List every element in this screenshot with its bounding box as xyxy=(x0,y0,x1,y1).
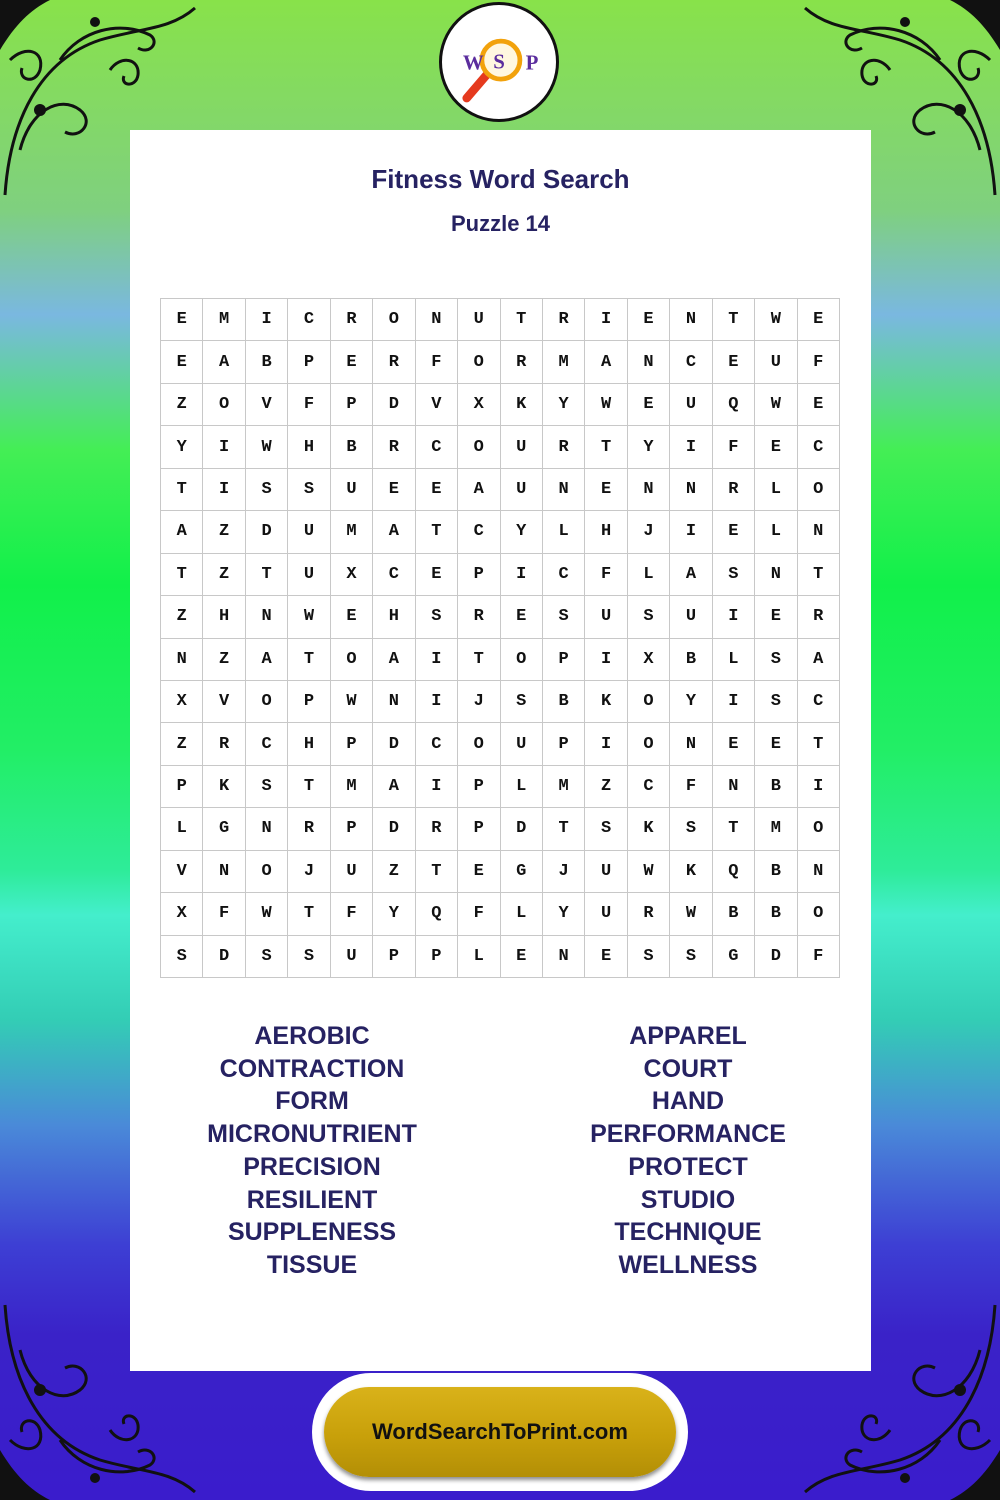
grid-cell[interactable]: D xyxy=(373,384,415,426)
grid-cell[interactable]: T xyxy=(161,554,203,596)
grid-cell[interactable]: M xyxy=(543,341,585,383)
grid-cell[interactable]: X xyxy=(161,681,203,723)
grid-cell[interactable]: A xyxy=(246,639,288,681)
grid-cell[interactable]: U xyxy=(670,384,712,426)
grid-cell[interactable]: O xyxy=(628,723,670,765)
grid-cell[interactable]: U xyxy=(331,851,373,893)
grid-cell[interactable]: X xyxy=(458,384,500,426)
grid-cell[interactable]: V xyxy=(246,384,288,426)
grid-cell[interactable]: R xyxy=(288,808,330,850)
grid-cell[interactable]: F xyxy=(203,893,245,935)
word-item: TECHNIQUE xyxy=(614,1218,762,1247)
grid-cell[interactable]: O xyxy=(798,893,840,935)
grid-cell[interactable]: O xyxy=(628,681,670,723)
grid-cell[interactable]: T xyxy=(161,469,203,511)
grid-cell[interactable]: N xyxy=(246,596,288,638)
grid-cell[interactable]: M xyxy=(331,511,373,553)
grid-cell[interactable]: E xyxy=(628,299,670,341)
grid-cell[interactable]: H xyxy=(203,596,245,638)
grid-cell[interactable]: U xyxy=(501,469,543,511)
grid-cell[interactable]: E xyxy=(628,384,670,426)
grid-cell[interactable]: E xyxy=(585,936,627,978)
grid-cell[interactable]: T xyxy=(288,639,330,681)
grid-cell[interactable]: A xyxy=(373,639,415,681)
grid-cell[interactable]: N xyxy=(798,511,840,553)
grid-cell[interactable]: J xyxy=(628,511,670,553)
grid-cell[interactable]: P xyxy=(458,808,500,850)
grid-cell[interactable]: U xyxy=(501,426,543,468)
grid-cell[interactable]: W xyxy=(246,426,288,468)
grid-cell[interactable]: D xyxy=(203,936,245,978)
grid-cell[interactable]: A xyxy=(203,341,245,383)
grid-cell[interactable]: T xyxy=(288,893,330,935)
word-item: MICRONUTRIENT xyxy=(207,1120,417,1149)
grid-cell[interactable]: S xyxy=(628,936,670,978)
grid-cell[interactable]: E xyxy=(755,723,797,765)
grid-cell[interactable]: C xyxy=(416,426,458,468)
grid-cell[interactable]: B xyxy=(755,766,797,808)
grid-cell[interactable]: L xyxy=(501,766,543,808)
grid-cell[interactable]: N xyxy=(670,723,712,765)
puzzle-title: Fitness Word Search xyxy=(371,164,630,194)
grid-cell[interactable]: O xyxy=(331,639,373,681)
letter-grid xyxy=(160,298,840,978)
grid-cell[interactable]: P xyxy=(543,639,585,681)
grid-cell[interactable]: R xyxy=(543,299,585,341)
grid-cell[interactable]: T xyxy=(713,808,755,850)
grid-cell[interactable]: S xyxy=(755,681,797,723)
grid-cell[interactable]: T xyxy=(246,554,288,596)
grid-cell[interactable]: T xyxy=(458,639,500,681)
grid-cell[interactable]: O xyxy=(246,851,288,893)
grid-cell[interactable]: S xyxy=(501,681,543,723)
grid-cell[interactable]: R xyxy=(331,299,373,341)
grid-cell[interactable]: E xyxy=(798,384,840,426)
grid-cell[interactable]: E xyxy=(331,596,373,638)
grid-cell[interactable]: E xyxy=(458,851,500,893)
grid-cell[interactable]: H xyxy=(288,723,330,765)
grid-cell[interactable]: Y xyxy=(628,426,670,468)
grid-cell[interactable]: D xyxy=(246,511,288,553)
grid-cell[interactable]: P xyxy=(458,554,500,596)
grid-cell[interactable]: I xyxy=(670,426,712,468)
grid-cell[interactable]: E xyxy=(161,299,203,341)
grid-cell[interactable]: J xyxy=(458,681,500,723)
grid-cell[interactable]: S xyxy=(246,469,288,511)
grid-cell[interactable]: Y xyxy=(373,893,415,935)
grid-cell[interactable]: L xyxy=(755,511,797,553)
word-item: AEROBIC xyxy=(254,1022,370,1050)
word-list-left xyxy=(142,1020,482,1282)
grid-cell[interactable]: T xyxy=(798,554,840,596)
grid-cell[interactable]: Y xyxy=(543,384,585,426)
grid-cell[interactable]: I xyxy=(501,554,543,596)
grid-cell[interactable]: K xyxy=(585,681,627,723)
grid-cell[interactable]: B xyxy=(755,851,797,893)
grid-cell[interactable]: G xyxy=(203,808,245,850)
word-item: TISSUE xyxy=(266,1250,358,1279)
grid-cell[interactable]: Z xyxy=(203,511,245,553)
grid-cell[interactable]: T xyxy=(543,808,585,850)
grid-cell[interactable]: O xyxy=(246,681,288,723)
grid-cell[interactable]: Z xyxy=(161,384,203,426)
grid-cell[interactable]: T xyxy=(798,723,840,765)
grid-cell[interactable]: A xyxy=(373,766,415,808)
grid-cell[interactable]: S xyxy=(288,469,330,511)
grid-cell[interactable]: N xyxy=(628,341,670,383)
grid-cell[interactable]: I xyxy=(416,766,458,808)
grid-cell[interactable]: V xyxy=(416,384,458,426)
grid-cell[interactable]: Z xyxy=(203,639,245,681)
grid-cell[interactable]: C xyxy=(416,723,458,765)
grid-cell[interactable]: R xyxy=(416,808,458,850)
grid-cell[interactable]: U xyxy=(288,511,330,553)
grid-cell[interactable]: N xyxy=(203,851,245,893)
grid-cell[interactable]: O xyxy=(458,723,500,765)
grid-cell[interactable]: W xyxy=(755,299,797,341)
grid-cell[interactable]: E xyxy=(373,469,415,511)
grid-cell[interactable]: I xyxy=(246,299,288,341)
word-item: APPAREL xyxy=(629,1022,747,1050)
grid-cell[interactable]: C xyxy=(670,341,712,383)
grid-cell[interactable]: C xyxy=(288,299,330,341)
grid-cell[interactable]: P xyxy=(331,808,373,850)
grid-cell[interactable]: I xyxy=(416,639,458,681)
word-item: COURT xyxy=(643,1054,733,1083)
grid-cell[interactable]: T xyxy=(416,851,458,893)
grid-cell[interactable]: W xyxy=(670,893,712,935)
grid-cell[interactable]: P xyxy=(161,766,203,808)
puzzle-number: Puzzle 14 xyxy=(450,211,551,236)
grid-cell[interactable]: U xyxy=(670,596,712,638)
grid-cell[interactable]: R xyxy=(203,723,245,765)
grid-cell[interactable]: I xyxy=(798,766,840,808)
grid-cell[interactable]: F xyxy=(585,554,627,596)
word-item: SUPPLENESS xyxy=(227,1218,397,1247)
grid-cell[interactable]: Q xyxy=(416,893,458,935)
grid-cell[interactable]: P xyxy=(416,936,458,978)
grid-cell[interactable]: Z xyxy=(585,766,627,808)
grid-cell[interactable]: U xyxy=(288,554,330,596)
word-item: WELLNESS xyxy=(618,1250,758,1279)
grid-cell[interactable]: U xyxy=(501,723,543,765)
grid-cell[interactable]: E xyxy=(331,341,373,383)
grid-cell[interactable]: U xyxy=(331,936,373,978)
grid-cell[interactable]: A xyxy=(585,341,627,383)
grid-cell[interactable]: S xyxy=(416,596,458,638)
grid-cell[interactable]: S xyxy=(670,936,712,978)
grid-cell[interactable]: Q xyxy=(713,384,755,426)
grid-cell[interactable]: E xyxy=(713,341,755,383)
grid-cell[interactable]: X xyxy=(161,893,203,935)
grid-cell[interactable]: T xyxy=(585,426,627,468)
grid-cell[interactable]: S xyxy=(585,808,627,850)
word-item: STUDIO xyxy=(640,1185,736,1214)
grid-cell[interactable]: K xyxy=(501,384,543,426)
grid-cell[interactable]: B xyxy=(713,893,755,935)
grid-cell[interactable]: H xyxy=(585,511,627,553)
grid-cell[interactable]: U xyxy=(458,299,500,341)
grid-cell[interactable]: V xyxy=(203,681,245,723)
grid-cell[interactable]: M xyxy=(203,299,245,341)
grid-cell[interactable]: K xyxy=(203,766,245,808)
grid-cell[interactable]: L xyxy=(501,893,543,935)
grid-cell[interactable]: T xyxy=(416,511,458,553)
grid-cell[interactable]: K xyxy=(628,808,670,850)
grid-cell[interactable]: F xyxy=(670,766,712,808)
grid-cell[interactable]: C xyxy=(628,766,670,808)
grid-cell[interactable]: O xyxy=(798,808,840,850)
grid-cell[interactable]: I xyxy=(203,469,245,511)
grid-cell[interactable]: D xyxy=(755,936,797,978)
grid-cell[interactable]: J xyxy=(543,851,585,893)
grid-cell[interactable]: W xyxy=(755,384,797,426)
grid-cell[interactable]: V xyxy=(161,851,203,893)
grid-cell[interactable]: F xyxy=(288,384,330,426)
grid-cell[interactable]: P xyxy=(288,341,330,383)
grid-cell[interactable]: N xyxy=(416,299,458,341)
grid-cell[interactable]: I xyxy=(670,511,712,553)
grid-cell[interactable]: N xyxy=(543,469,585,511)
grid-cell[interactable]: E xyxy=(713,723,755,765)
grid-cell[interactable]: O xyxy=(458,426,500,468)
grid-cell[interactable]: H xyxy=(288,426,330,468)
grid-cell[interactable]: W xyxy=(585,384,627,426)
grid-cell[interactable]: D xyxy=(373,808,415,850)
grid-cell[interactable]: I xyxy=(203,426,245,468)
grid-cell[interactable]: P xyxy=(288,681,330,723)
website-link[interactable]: WordSearchToPrint.com xyxy=(324,1387,676,1477)
grid-cell[interactable]: R xyxy=(628,893,670,935)
word-item: RESILIENT xyxy=(246,1185,378,1214)
grid-cell[interactable]: E xyxy=(416,554,458,596)
grid-cell[interactable]: Y xyxy=(543,893,585,935)
grid-cell[interactable]: Z xyxy=(161,596,203,638)
grid-cell[interactable]: F xyxy=(713,426,755,468)
logo-letter-s: S xyxy=(493,49,505,74)
grid-cell[interactable]: A xyxy=(798,639,840,681)
grid-cell[interactable]: S xyxy=(543,596,585,638)
grid-cell[interactable]: S xyxy=(628,596,670,638)
grid-cell[interactable]: W xyxy=(628,851,670,893)
grid-cell[interactable]: U xyxy=(755,341,797,383)
word-item: CONTRACTION xyxy=(219,1054,405,1083)
grid-cell[interactable]: P xyxy=(373,936,415,978)
grid-cell[interactable]: N xyxy=(713,766,755,808)
grid-cell[interactable]: S xyxy=(713,554,755,596)
grid-cell[interactable]: N xyxy=(246,808,288,850)
grid-cell[interactable]: S xyxy=(161,936,203,978)
grid-cell[interactable]: Y xyxy=(501,511,543,553)
word-item: HAND xyxy=(651,1087,725,1116)
grid-cell[interactable]: R xyxy=(713,469,755,511)
grid-cell[interactable]: N xyxy=(628,469,670,511)
grid-cell[interactable]: B xyxy=(543,681,585,723)
grid-cell[interactable]: I xyxy=(713,596,755,638)
grid-cell[interactable]: C xyxy=(798,681,840,723)
grid-cell[interactable]: Q xyxy=(713,851,755,893)
logo-letter-p: P xyxy=(525,50,539,75)
grid-cell[interactable]: E xyxy=(755,426,797,468)
grid-cell[interactable]: U xyxy=(585,893,627,935)
grid-cell[interactable]: I xyxy=(713,681,755,723)
grid-cell[interactable]: A xyxy=(373,511,415,553)
grid-cell[interactable]: N xyxy=(161,639,203,681)
word-item: PRECISION xyxy=(243,1152,381,1181)
grid-cell[interactable]: T xyxy=(501,299,543,341)
word-item: FORM xyxy=(275,1087,349,1116)
grid-cell[interactable]: F xyxy=(798,936,840,978)
grid-cell[interactable]: E xyxy=(755,596,797,638)
grid-cell[interactable]: R xyxy=(798,596,840,638)
grid-cell[interactable]: E xyxy=(501,936,543,978)
grid-cell[interactable]: M xyxy=(543,766,585,808)
grid-cell[interactable]: D xyxy=(501,808,543,850)
logo-letter-w: W xyxy=(462,50,484,75)
grid-cell[interactable]: W xyxy=(246,893,288,935)
grid-cell[interactable]: F xyxy=(458,893,500,935)
grid-cell[interactable]: O xyxy=(458,341,500,383)
grid-cell[interactable]: O xyxy=(203,384,245,426)
grid-cell[interactable]: S xyxy=(246,766,288,808)
grid-cell[interactable]: L xyxy=(755,469,797,511)
grid-cell[interactable]: F xyxy=(798,341,840,383)
grid-cell[interactable]: C xyxy=(373,554,415,596)
grid-cell[interactable]: T xyxy=(713,299,755,341)
grid-cell[interactable]: R xyxy=(458,596,500,638)
grid-cell[interactable]: C xyxy=(246,723,288,765)
grid-cell[interactable]: N xyxy=(543,936,585,978)
grid-cell[interactable]: P xyxy=(543,723,585,765)
grid-cell[interactable]: O xyxy=(373,299,415,341)
grid-cell[interactable]: U xyxy=(585,596,627,638)
grid-cell[interactable]: C xyxy=(458,511,500,553)
grid-cell[interactable]: B xyxy=(246,341,288,383)
grid-cell[interactable]: R xyxy=(543,426,585,468)
grid-cell[interactable]: U xyxy=(331,469,373,511)
grid-cell[interactable]: R xyxy=(373,426,415,468)
grid-cell[interactable]: L xyxy=(628,554,670,596)
grid-cell[interactable]: O xyxy=(798,469,840,511)
wsp-logo[interactable] xyxy=(439,2,559,122)
footer-badge xyxy=(312,1373,688,1491)
grid-cell[interactable]: N xyxy=(798,851,840,893)
grid-cell[interactable]: I xyxy=(585,299,627,341)
grid-cell[interactable]: M xyxy=(331,766,373,808)
grid-cell[interactable]: I xyxy=(585,639,627,681)
grid-cell[interactable]: L xyxy=(161,808,203,850)
grid-cell[interactable]: R xyxy=(373,341,415,383)
grid-cell[interactable]: N xyxy=(373,681,415,723)
grid-cell[interactable]: O xyxy=(501,639,543,681)
grid-cell[interactable]: E xyxy=(798,299,840,341)
grid-cell[interactable]: S xyxy=(246,936,288,978)
grid-cell[interactable]: J xyxy=(288,851,330,893)
grid-cell[interactable]: G xyxy=(713,936,755,978)
grid-cell[interactable]: B xyxy=(755,893,797,935)
grid-cell[interactable]: A xyxy=(670,554,712,596)
grid-cell[interactable]: L xyxy=(458,936,500,978)
grid-cell[interactable]: T xyxy=(288,766,330,808)
grid-cell[interactable]: G xyxy=(501,851,543,893)
grid-cell[interactable]: S xyxy=(755,639,797,681)
grid-cell[interactable]: Z xyxy=(161,723,203,765)
grid-cell[interactable]: X xyxy=(628,639,670,681)
grid-cell[interactable]: N xyxy=(670,469,712,511)
word-item: PERFORMANCE xyxy=(590,1120,786,1149)
grid-cell[interactable]: P xyxy=(458,766,500,808)
puzzle-sheet xyxy=(130,130,871,1371)
grid-cell[interactable]: B xyxy=(331,426,373,468)
grid-cell[interactable]: B xyxy=(670,639,712,681)
grid-cell[interactable]: H xyxy=(373,596,415,638)
grid-cell[interactable]: E xyxy=(416,469,458,511)
grid-cell[interactable]: C xyxy=(543,554,585,596)
grid-cell[interactable]: N xyxy=(755,554,797,596)
grid-cell[interactable]: N xyxy=(670,299,712,341)
grid-cell[interactable]: A xyxy=(458,469,500,511)
grid-cell[interactable]: L xyxy=(543,511,585,553)
grid-cell[interactable]: C xyxy=(798,426,840,468)
grid-cell[interactable]: U xyxy=(585,851,627,893)
word-item: PROTECT xyxy=(628,1152,748,1181)
grid-cell[interactable]: W xyxy=(288,596,330,638)
word-list-right xyxy=(518,1020,858,1282)
grid-cell[interactable]: I xyxy=(416,681,458,723)
grid-cell[interactable]: L xyxy=(713,639,755,681)
grid-cell[interactable]: M xyxy=(755,808,797,850)
grid-cell[interactable]: D xyxy=(373,723,415,765)
grid-cell[interactable]: S xyxy=(670,808,712,850)
grid-cell[interactable]: F xyxy=(331,893,373,935)
grid-cell[interactable]: X xyxy=(331,554,373,596)
grid-cell[interactable]: Z xyxy=(203,554,245,596)
grid-cell[interactable]: I xyxy=(585,723,627,765)
grid-cell[interactable]: E xyxy=(161,341,203,383)
grid-cell[interactable]: K xyxy=(670,851,712,893)
grid-cell[interactable]: E xyxy=(585,469,627,511)
grid-cell[interactable]: E xyxy=(501,596,543,638)
grid-cell[interactable]: F xyxy=(416,341,458,383)
grid-cell[interactable]: P xyxy=(331,384,373,426)
grid-cell[interactable]: Y xyxy=(670,681,712,723)
grid-cell[interactable]: W xyxy=(331,681,373,723)
grid-cell[interactable]: E xyxy=(713,511,755,553)
grid-cell[interactable]: A xyxy=(161,511,203,553)
grid-cell[interactable]: P xyxy=(331,723,373,765)
grid-cell[interactable]: Z xyxy=(373,851,415,893)
grid-cell[interactable]: R xyxy=(501,341,543,383)
grid-cell[interactable]: S xyxy=(288,936,330,978)
grid-cell[interactable]: Y xyxy=(161,426,203,468)
